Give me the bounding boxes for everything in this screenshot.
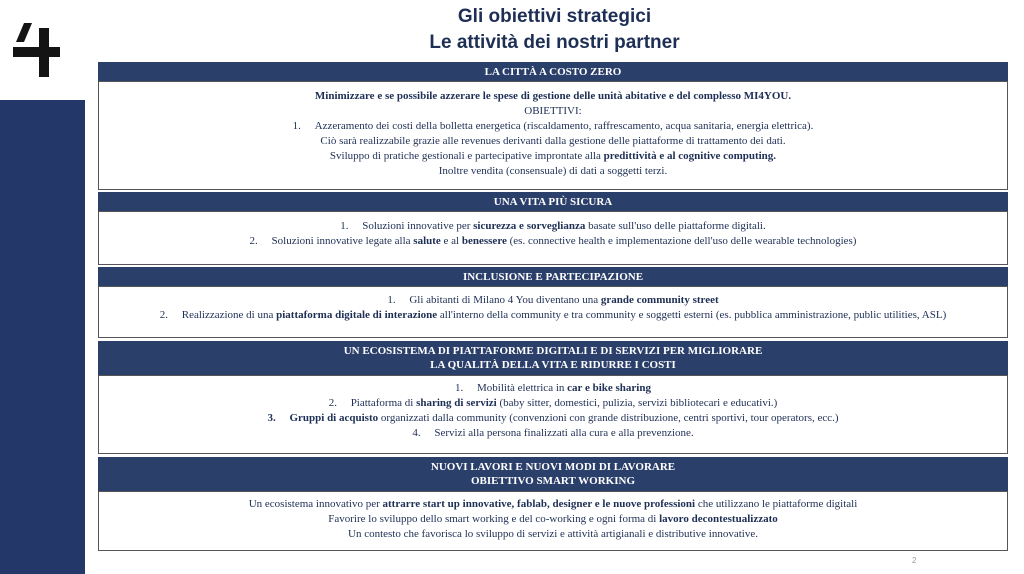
logo-4-icon [10, 20, 66, 80]
section-header-text: OBIETTIVO SMART WORKING [470, 475, 636, 487]
list-item: 2. Soluzioni innovative legate alla salute e al benessere (es. connective health e implementazione dell'uso delle wearable technologies) [249, 235, 857, 247]
section-header-text: INCLUSIONE E PARTECIPAZIONE [462, 270, 644, 283]
section-box-ecosistema [98, 375, 1008, 454]
section-header-ecosistema [98, 341, 1008, 375]
page-title: Gli obiettivi strategici [457, 6, 652, 27]
text-line: Ciò sarà realizzabile grazie alle revenues derivanti dalla gestione delle piattaforme di trattamento dei dati. [320, 135, 786, 147]
list-item: 1. Soluzioni innovative per sicurezza e sorveglianza basate sull'uso delle piattaforme digitali. [340, 220, 766, 232]
list-item: 4. Servizi alla persona finalizzati alla cura e alla prevenzione. [412, 427, 694, 439]
list-item: 1. Azzeramento dei costi della bolletta energetica (riscaldamento, raffrescamento, acqua sanitaria, energia elettrica). [292, 120, 814, 132]
list-item: 1. Gli abitanti di Milano 4 You diventano una grande community street [387, 294, 719, 306]
section-header-vita-sicura [98, 192, 1008, 211]
section-header-nuovi-lavori [98, 457, 1008, 491]
text-line: Un contesto che favorisca lo sviluppo di servizi e attività artigianali e distributive innovative. [348, 528, 758, 540]
section-box-nuovi-lavori [98, 491, 1008, 551]
section-header-text: LA CITTÀ A COSTO ZERO [484, 65, 622, 78]
text-line: Un ecosistema innovativo per attrarre start up innovative, fablab, designer e le nuove professioni che utilizzano le piattaforme digitali [248, 498, 858, 510]
page-subtitle: Le attività dei nostri partner [429, 32, 680, 53]
text-line: Sviluppo di pratiche gestionali e partecipative improntate alla predittività e al cognitive computing. [329, 150, 777, 162]
text-line: Inoltre vendita (consensuale) di dati a soggetti terzi. [438, 165, 668, 177]
text-line: Favorire lo sviluppo dello smart working e del co-working e ogni forma di lavoro decontestualizzato [328, 513, 778, 525]
page-number: 2 [912, 556, 917, 565]
list-item: 2. Piattaforma di sharing di servizi (baby sitter, domestici, pulizia, servizi bibliotecari e educativi.) [328, 397, 778, 409]
list-item: 2. Realizzazione di una piattaforma digitale di interazione all'interno della community e tra community e soggetti esterni (es. pubblica amministrazione, public utilities, ASL) [159, 309, 947, 321]
logo [0, 0, 85, 100]
section-header-text: LA QUALITÀ DELLA VITA E RIDURRE I COSTI [430, 359, 676, 371]
obiettivi-label: OBIETTIVI: [524, 105, 582, 117]
list-item: 3. Gruppi di acquisto organizzati dalla community (convenzioni con grande distribuzione, centri sportivi, tour operators, ecc.) [267, 412, 839, 424]
section-header-inclusione [98, 267, 1008, 286]
section-box-inclusione [98, 286, 1008, 338]
section-box-vita-sicura [98, 211, 1008, 265]
section-header-text: NUOVI LAVORI E NUOVI MODI DI LAVORARE [430, 461, 676, 473]
section-header-citta-costo-zero [98, 62, 1008, 81]
section-lead: Minimizzare e se possibile azzerare le spese di gestione delle unità abitative e del complesso MI4YOU. [314, 90, 792, 102]
section-header-text: UN ECOSISTEMA DI PIATTAFORME DIGITALI E DI SERVIZI PER MIGLIORARE [343, 345, 763, 357]
list-item: 1. Mobilità elettrica in car e bike sharing [455, 382, 651, 394]
section-header-text: UNA VITA PIÙ SICURA [493, 195, 613, 208]
section-box-citta-costo-zero [98, 81, 1008, 190]
